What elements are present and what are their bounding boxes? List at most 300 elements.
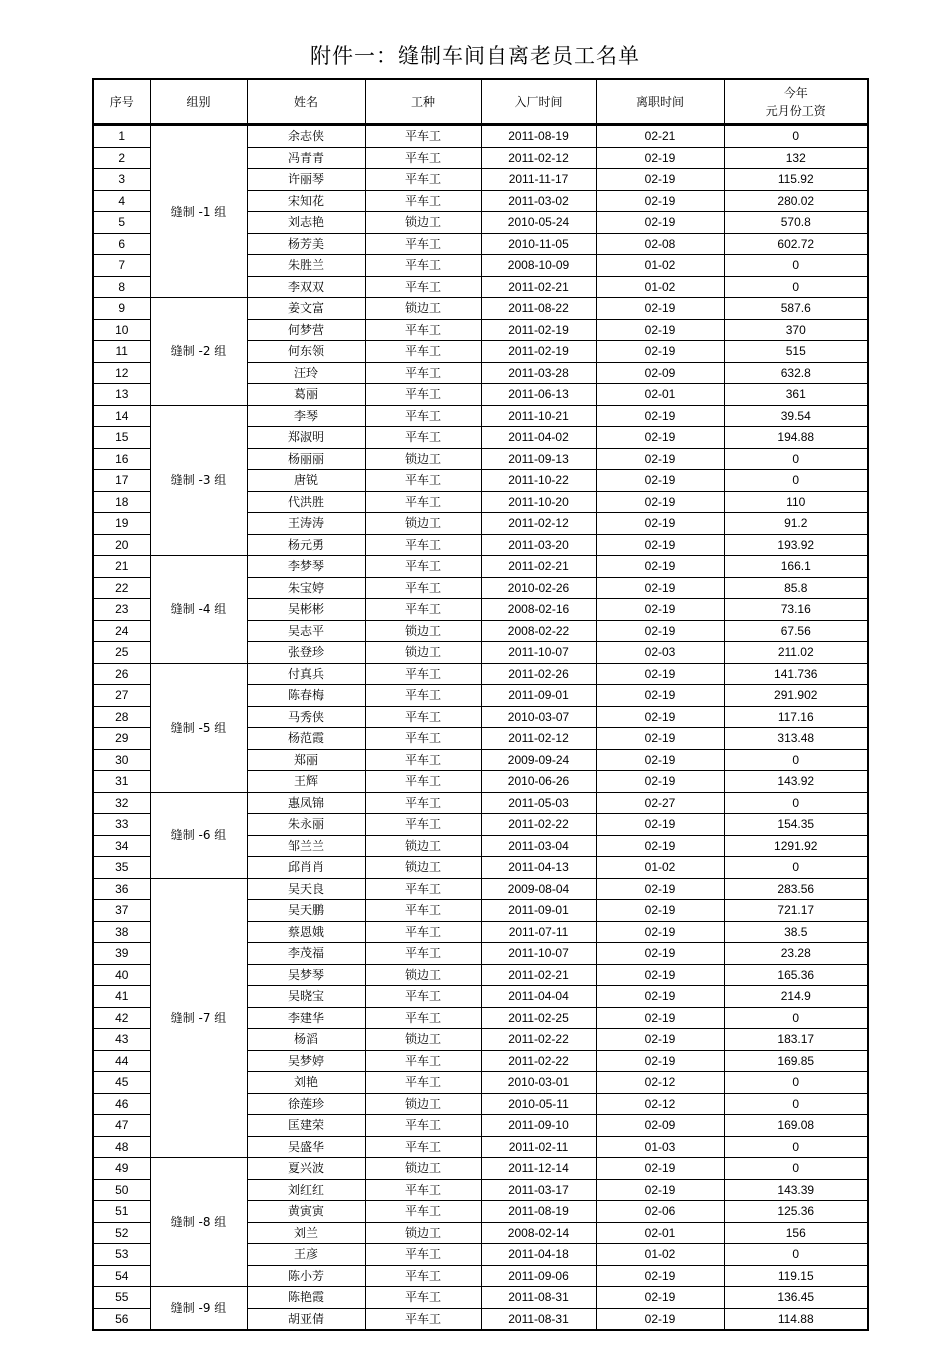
entry-date-cell: 2011-10-22	[481, 470, 596, 492]
wage-cell: 91.2	[724, 513, 868, 535]
leave-date-cell: 02-21	[596, 125, 724, 148]
seq-cell: 18	[93, 491, 150, 513]
job-cell: 平车工	[365, 319, 481, 341]
leave-date-cell: 02-19	[596, 169, 724, 191]
name-cell: 王辉	[247, 771, 365, 793]
job-cell: 平车工	[365, 190, 481, 212]
table-row	[93, 663, 868, 685]
name-cell: 夏兴波	[247, 1158, 365, 1180]
job-cell: 平车工	[365, 728, 481, 750]
table-row	[93, 1287, 868, 1309]
wage-cell: 0	[724, 470, 868, 492]
name-cell: 杨范霞	[247, 728, 365, 750]
leave-date-cell: 01-02	[596, 1244, 724, 1266]
leave-date-cell: 02-08	[596, 233, 724, 255]
name-cell: 吴彬彬	[247, 599, 365, 621]
wage-cell: 193.92	[724, 534, 868, 556]
entry-date-cell: 2008-02-14	[481, 1222, 596, 1244]
leave-date-cell: 02-19	[596, 685, 724, 707]
name-cell: 杨元勇	[247, 534, 365, 556]
name-cell: 吴天鹏	[247, 900, 365, 922]
leave-date-cell: 02-12	[596, 1072, 724, 1094]
seq-cell: 45	[93, 1072, 150, 1094]
job-cell: 平车工	[365, 1244, 481, 1266]
seq-cell: 34	[93, 835, 150, 857]
wage-cell: 143.39	[724, 1179, 868, 1201]
job-cell: 锁边工	[365, 1029, 481, 1051]
group-cell: 缝制 -7 组	[150, 878, 247, 1158]
entry-date-cell: 2011-04-04	[481, 986, 596, 1008]
job-cell: 平车工	[365, 706, 481, 728]
entry-date-cell: 2011-12-14	[481, 1158, 596, 1180]
job-cell: 锁边工	[365, 642, 481, 664]
seq-cell: 3	[93, 169, 150, 191]
seq-cell: 53	[93, 1244, 150, 1266]
name-cell: 宋知花	[247, 190, 365, 212]
wage-cell: 110	[724, 491, 868, 513]
header-leave-date: 离职时间	[596, 79, 724, 125]
seq-cell: 20	[93, 534, 150, 556]
leave-date-cell: 02-27	[596, 792, 724, 814]
name-cell: 郑丽	[247, 749, 365, 771]
entry-date-cell: 2011-05-03	[481, 792, 596, 814]
wage-cell: 0	[724, 125, 868, 148]
entry-date-cell: 2011-03-20	[481, 534, 596, 556]
entry-date-cell: 2011-09-01	[481, 900, 596, 922]
seq-cell: 16	[93, 448, 150, 470]
name-cell: 余志侠	[247, 125, 365, 148]
wage-cell: 119.15	[724, 1265, 868, 1287]
name-cell: 何梦营	[247, 319, 365, 341]
entry-date-cell: 2010-03-07	[481, 706, 596, 728]
entry-date-cell: 2009-08-04	[481, 878, 596, 900]
name-cell: 刘志艳	[247, 212, 365, 234]
entry-date-cell: 2011-02-22	[481, 814, 596, 836]
wage-cell: 0	[724, 1072, 868, 1094]
wage-cell: 587.6	[724, 298, 868, 320]
header-wage-line1: 今年	[783, 85, 808, 100]
leave-date-cell: 01-03	[596, 1136, 724, 1158]
seq-cell: 33	[93, 814, 150, 836]
job-cell: 平车工	[365, 1265, 481, 1287]
leave-date-cell: 02-19	[596, 147, 724, 169]
name-cell: 唐锐	[247, 470, 365, 492]
leave-date-cell: 02-19	[596, 319, 724, 341]
job-cell: 平车工	[365, 921, 481, 943]
group-cell: 缝制 -1 组	[150, 125, 247, 298]
seq-cell: 21	[93, 556, 150, 578]
seq-cell: 10	[93, 319, 150, 341]
group-cell: 缝制 -4 组	[150, 556, 247, 664]
seq-cell: 4	[93, 190, 150, 212]
name-cell: 朱胜兰	[247, 255, 365, 277]
seq-cell: 12	[93, 362, 150, 384]
entry-date-cell: 2011-02-12	[481, 728, 596, 750]
leave-date-cell: 02-19	[596, 448, 724, 470]
leave-date-cell: 02-19	[596, 513, 724, 535]
entry-date-cell: 2011-08-31	[481, 1308, 596, 1330]
seq-cell: 48	[93, 1136, 150, 1158]
seq-cell: 55	[93, 1287, 150, 1309]
job-cell: 平车工	[365, 427, 481, 449]
seq-cell: 8	[93, 276, 150, 298]
name-cell: 刘兰	[247, 1222, 365, 1244]
seq-cell: 43	[93, 1029, 150, 1051]
seq-cell: 5	[93, 212, 150, 234]
seq-cell: 51	[93, 1201, 150, 1223]
leave-date-cell: 02-19	[596, 405, 724, 427]
seq-cell: 13	[93, 384, 150, 406]
wage-cell: 169.08	[724, 1115, 868, 1137]
job-cell: 锁边工	[365, 513, 481, 535]
wage-cell: 211.02	[724, 642, 868, 664]
name-cell: 李琴	[247, 405, 365, 427]
name-cell: 姜文富	[247, 298, 365, 320]
leave-date-cell: 02-01	[596, 384, 724, 406]
name-cell: 李双双	[247, 276, 365, 298]
seq-cell: 50	[93, 1179, 150, 1201]
group-cell: 缝制 -5 组	[150, 663, 247, 792]
name-cell: 吴天良	[247, 878, 365, 900]
leave-date-cell: 02-19	[596, 599, 724, 621]
seq-cell: 30	[93, 749, 150, 771]
seq-cell: 31	[93, 771, 150, 793]
table-row	[93, 878, 868, 900]
name-cell: 李梦琴	[247, 556, 365, 578]
entry-date-cell: 2011-09-01	[481, 685, 596, 707]
entry-date-cell: 2011-02-22	[481, 1050, 596, 1072]
wage-cell: 361	[724, 384, 868, 406]
group-cell: 缝制 -8 组	[150, 1158, 247, 1287]
header-entry-date: 入厂时间	[481, 79, 596, 125]
entry-date-cell: 2011-02-12	[481, 513, 596, 535]
leave-date-cell: 01-02	[596, 857, 724, 879]
name-cell: 惠凤锦	[247, 792, 365, 814]
leave-date-cell: 02-19	[596, 1265, 724, 1287]
entry-date-cell: 2010-05-11	[481, 1093, 596, 1115]
entry-date-cell: 2010-06-26	[481, 771, 596, 793]
entry-date-cell: 2008-10-09	[481, 255, 596, 277]
leave-date-cell: 02-19	[596, 814, 724, 836]
name-cell: 陈艳霞	[247, 1287, 365, 1309]
seq-cell: 9	[93, 298, 150, 320]
name-cell: 郑淑明	[247, 427, 365, 449]
seq-cell: 15	[93, 427, 150, 449]
name-cell: 黄寅寅	[247, 1201, 365, 1223]
name-cell: 何东领	[247, 341, 365, 363]
name-cell: 吴梦琴	[247, 964, 365, 986]
entry-date-cell: 2009-09-24	[481, 749, 596, 771]
leave-date-cell: 02-19	[596, 1029, 724, 1051]
name-cell: 葛丽	[247, 384, 365, 406]
seq-cell: 40	[93, 964, 150, 986]
name-cell: 刘艳	[247, 1072, 365, 1094]
seq-cell: 37	[93, 900, 150, 922]
entry-date-cell: 2010-11-05	[481, 233, 596, 255]
header-job: 工种	[365, 79, 481, 125]
seq-cell: 39	[93, 943, 150, 965]
seq-cell: 23	[93, 599, 150, 621]
job-cell: 平车工	[365, 599, 481, 621]
entry-date-cell: 2011-10-20	[481, 491, 596, 513]
seq-cell: 44	[93, 1050, 150, 1072]
entry-date-cell: 2011-10-21	[481, 405, 596, 427]
name-cell: 王彦	[247, 1244, 365, 1266]
seq-cell: 54	[93, 1265, 150, 1287]
entry-date-cell: 2011-04-13	[481, 857, 596, 879]
job-cell: 平车工	[365, 986, 481, 1008]
seq-cell: 28	[93, 706, 150, 728]
wage-cell: 570.8	[724, 212, 868, 234]
wage-cell: 602.72	[724, 233, 868, 255]
wage-cell: 125.36	[724, 1201, 868, 1223]
wage-cell: 114.88	[724, 1308, 868, 1330]
leave-date-cell: 02-19	[596, 964, 724, 986]
job-cell: 平车工	[365, 1201, 481, 1223]
job-cell: 平车工	[365, 749, 481, 771]
entry-date-cell: 2011-09-10	[481, 1115, 596, 1137]
wage-cell: 370	[724, 319, 868, 341]
roster-body	[93, 125, 868, 1331]
group-cell: 缝制 -6 组	[150, 792, 247, 878]
leave-date-cell: 02-03	[596, 642, 724, 664]
wage-cell: 0	[724, 276, 868, 298]
wage-cell: 0	[724, 1007, 868, 1029]
leave-date-cell: 02-19	[596, 771, 724, 793]
wage-cell: 0	[724, 255, 868, 277]
leave-date-cell: 02-19	[596, 577, 724, 599]
name-cell: 付真兵	[247, 663, 365, 685]
wage-cell: 721.17	[724, 900, 868, 922]
job-cell: 平车工	[365, 663, 481, 685]
job-cell: 锁边工	[365, 1158, 481, 1180]
entry-date-cell: 2010-03-01	[481, 1072, 596, 1094]
entry-date-cell: 2011-02-21	[481, 556, 596, 578]
name-cell: 吴晓宝	[247, 986, 365, 1008]
wage-cell: 136.45	[724, 1287, 868, 1309]
leave-date-cell: 02-19	[596, 749, 724, 771]
wage-cell: 154.35	[724, 814, 868, 836]
name-cell: 杨丽丽	[247, 448, 365, 470]
job-cell: 锁边工	[365, 212, 481, 234]
job-cell: 锁边工	[365, 620, 481, 642]
entry-date-cell: 2011-03-17	[481, 1179, 596, 1201]
seq-cell: 46	[93, 1093, 150, 1115]
seq-cell: 52	[93, 1222, 150, 1244]
job-cell: 平车工	[365, 577, 481, 599]
name-cell: 汪玲	[247, 362, 365, 384]
entry-date-cell: 2011-04-18	[481, 1244, 596, 1266]
leave-date-cell: 02-19	[596, 1050, 724, 1072]
leave-date-cell: 02-19	[596, 1287, 724, 1309]
table-row	[93, 125, 868, 148]
leave-date-cell: 02-19	[596, 534, 724, 556]
wage-cell: 115.92	[724, 169, 868, 191]
entry-date-cell: 2011-09-06	[481, 1265, 596, 1287]
entry-date-cell: 2011-02-21	[481, 276, 596, 298]
wage-cell: 117.16	[724, 706, 868, 728]
name-cell: 陈小芳	[247, 1265, 365, 1287]
wage-cell: 291.902	[724, 685, 868, 707]
job-cell: 平车工	[365, 341, 481, 363]
leave-date-cell: 02-19	[596, 1007, 724, 1029]
leave-date-cell: 02-19	[596, 298, 724, 320]
leave-date-cell: 02-06	[596, 1201, 724, 1223]
leave-date-cell: 02-19	[596, 491, 724, 513]
seq-cell: 42	[93, 1007, 150, 1029]
entry-date-cell: 2011-02-19	[481, 341, 596, 363]
job-cell: 锁边工	[365, 1222, 481, 1244]
name-cell: 徐莲珍	[247, 1093, 365, 1115]
seq-cell: 47	[93, 1115, 150, 1137]
name-cell: 邱肖肖	[247, 857, 365, 879]
header-seq: 序号	[93, 79, 150, 125]
job-cell: 锁边工	[365, 298, 481, 320]
job-cell: 平车工	[365, 771, 481, 793]
entry-date-cell: 2011-09-13	[481, 448, 596, 470]
name-cell: 朱宝婷	[247, 577, 365, 599]
header-group: 组别	[150, 79, 247, 125]
wage-cell: 0	[724, 1093, 868, 1115]
wage-cell: 143.92	[724, 771, 868, 793]
name-cell: 陈春梅	[247, 685, 365, 707]
job-cell: 平车工	[365, 943, 481, 965]
wage-cell: 0	[724, 1158, 868, 1180]
entry-date-cell: 2008-02-22	[481, 620, 596, 642]
header-wage	[724, 79, 868, 125]
table-row	[93, 1158, 868, 1180]
seq-cell: 36	[93, 878, 150, 900]
job-cell: 平车工	[365, 814, 481, 836]
leave-date-cell: 02-19	[596, 1308, 724, 1330]
name-cell: 朱永丽	[247, 814, 365, 836]
entry-date-cell: 2011-08-19	[481, 125, 596, 148]
entry-date-cell: 2011-02-19	[481, 319, 596, 341]
job-cell: 平车工	[365, 900, 481, 922]
seq-cell: 56	[93, 1308, 150, 1330]
wage-cell: 85.8	[724, 577, 868, 599]
name-cell: 马秀侠	[247, 706, 365, 728]
seq-cell: 26	[93, 663, 150, 685]
wage-cell: 165.36	[724, 964, 868, 986]
leave-date-cell: 01-02	[596, 255, 724, 277]
seq-cell: 6	[93, 233, 150, 255]
job-cell: 平车工	[365, 276, 481, 298]
leave-date-cell: 02-19	[596, 986, 724, 1008]
entry-date-cell: 2011-08-22	[481, 298, 596, 320]
entry-date-cell: 2010-05-24	[481, 212, 596, 234]
entry-date-cell: 2011-02-22	[481, 1029, 596, 1051]
job-cell: 平车工	[365, 1115, 481, 1137]
wage-cell: 183.17	[724, 1029, 868, 1051]
name-cell: 刘红红	[247, 1179, 365, 1201]
wage-cell: 0	[724, 792, 868, 814]
wage-cell: 280.02	[724, 190, 868, 212]
job-cell: 平车工	[365, 233, 481, 255]
wage-cell: 1291.92	[724, 835, 868, 857]
job-cell: 平车工	[365, 792, 481, 814]
leave-date-cell: 02-19	[596, 556, 724, 578]
job-cell: 平车工	[365, 556, 481, 578]
leave-date-cell: 02-19	[596, 663, 724, 685]
job-cell: 平车工	[365, 169, 481, 191]
wage-cell: 194.88	[724, 427, 868, 449]
job-cell: 锁边工	[365, 448, 481, 470]
seq-cell: 25	[93, 642, 150, 664]
job-cell: 平车工	[365, 878, 481, 900]
group-cell: 缝制 -2 组	[150, 298, 247, 406]
entry-date-cell: 2011-03-28	[481, 362, 596, 384]
entry-date-cell: 2011-04-02	[481, 427, 596, 449]
wage-cell: 132	[724, 147, 868, 169]
entry-date-cell: 2011-06-13	[481, 384, 596, 406]
name-cell: 吴盛华	[247, 1136, 365, 1158]
entry-date-cell: 2010-02-26	[481, 577, 596, 599]
header-row	[93, 79, 868, 125]
entry-date-cell: 2008-02-16	[481, 599, 596, 621]
job-cell: 平车工	[365, 1287, 481, 1309]
name-cell: 冯青青	[247, 147, 365, 169]
wage-cell: 632.8	[724, 362, 868, 384]
wage-cell: 166.1	[724, 556, 868, 578]
wage-cell: 169.85	[724, 1050, 868, 1072]
name-cell: 杨芳美	[247, 233, 365, 255]
leave-date-cell: 02-19	[596, 341, 724, 363]
wage-cell: 0	[724, 749, 868, 771]
job-cell: 平车工	[365, 384, 481, 406]
entry-date-cell: 2011-10-07	[481, 943, 596, 965]
seq-cell: 2	[93, 147, 150, 169]
name-cell: 邹兰兰	[247, 835, 365, 857]
wage-cell: 156	[724, 1222, 868, 1244]
name-cell: 蔡恩娥	[247, 921, 365, 943]
entry-date-cell: 2011-03-04	[481, 835, 596, 857]
leave-date-cell: 02-19	[596, 190, 724, 212]
wage-cell: 214.9	[724, 986, 868, 1008]
entry-date-cell: 2011-02-12	[481, 147, 596, 169]
seq-cell: 35	[93, 857, 150, 879]
leave-date-cell: 02-09	[596, 362, 724, 384]
name-cell: 李建华	[247, 1007, 365, 1029]
leave-date-cell: 02-19	[596, 728, 724, 750]
job-cell: 锁边工	[365, 835, 481, 857]
leave-date-cell: 02-19	[596, 212, 724, 234]
job-cell: 平车工	[365, 534, 481, 556]
name-cell: 张登珍	[247, 642, 365, 664]
entry-date-cell: 2011-08-19	[481, 1201, 596, 1223]
leave-date-cell: 02-12	[596, 1093, 724, 1115]
job-cell: 平车工	[365, 470, 481, 492]
wage-cell: 515	[724, 341, 868, 363]
entry-date-cell: 2011-08-31	[481, 1287, 596, 1309]
leave-date-cell: 02-09	[596, 1115, 724, 1137]
name-cell: 吴梦婷	[247, 1050, 365, 1072]
seq-cell: 14	[93, 405, 150, 427]
name-cell: 许丽琴	[247, 169, 365, 191]
wage-cell: 313.48	[724, 728, 868, 750]
seq-cell: 22	[93, 577, 150, 599]
seq-cell: 29	[93, 728, 150, 750]
leave-date-cell: 02-19	[596, 470, 724, 492]
name-cell: 匡建荣	[247, 1115, 365, 1137]
job-cell: 平车工	[365, 1136, 481, 1158]
seq-cell: 38	[93, 921, 150, 943]
job-cell: 平车工	[365, 1050, 481, 1072]
wage-cell: 23.28	[724, 943, 868, 965]
table-row	[93, 405, 868, 427]
seq-cell: 19	[93, 513, 150, 535]
leave-date-cell: 02-19	[596, 1158, 724, 1180]
